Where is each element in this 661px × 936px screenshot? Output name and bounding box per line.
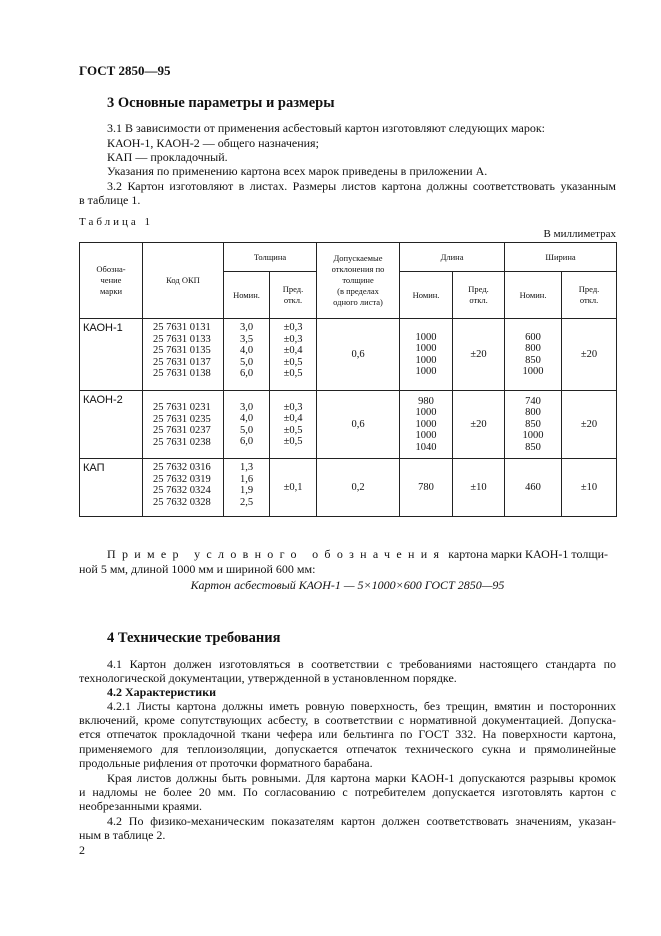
row-thickness-nom: 1,3 1,6 1,9 2,5 bbox=[224, 459, 270, 517]
example-line-2: ной 5 мм, длиной 1000 мм и шириной 600 мм: bbox=[79, 562, 316, 576]
header-length-nom: Номин. bbox=[400, 272, 453, 319]
section-4-1-line-1: 4.1 Картон должен изготовляться в соответствии с требованиями настоящего стандарта по bbox=[107, 657, 616, 671]
table-row bbox=[80, 391, 617, 459]
row-width-dev: ±20 bbox=[562, 391, 617, 459]
row-width-nom: 740 800 850 1000 850 bbox=[505, 391, 562, 459]
section-4-2-1-line-3: ется отпечаток прокладочной ткани чефера или бельтинга по ГОСТ 332. На поверхности картона, bbox=[79, 727, 616, 741]
section-3-paragraph-2: КАОН-1, КАОН-2 — общего назначения; bbox=[107, 136, 319, 150]
row-codes: 25 7632 0316 25 7632 0319 25 7632 0324 25 7632 0328 bbox=[143, 459, 224, 517]
row-tolerance: 0,2 bbox=[317, 459, 400, 517]
row-length-nom: 980 1000 1000 1000 1040 bbox=[400, 391, 453, 459]
page-number: 2 bbox=[79, 843, 85, 857]
row-tolerance: 0,6 bbox=[317, 391, 400, 459]
dimensions-table bbox=[79, 242, 617, 517]
section-4-2-1-line-5: продольные рифления от проточки форматного барабана. bbox=[79, 756, 373, 770]
table-caption: Таблица 1 bbox=[79, 216, 154, 228]
section-3-title: 3 Основные параметры и размеры bbox=[107, 95, 335, 111]
edges-line-1: Края листов должны быть ровными. Для картона марки КАОН-1 допускаются разрывы кромок bbox=[107, 771, 616, 785]
table-units: В миллиметрах bbox=[543, 228, 616, 240]
header-length: Длина bbox=[400, 243, 505, 272]
row-thickness-nom: 3,0 3,5 4,0 5,0 6,0 bbox=[224, 319, 270, 391]
edges-line-2: и надломы не более 20 мм. По согласованию с потребителем допускается изготовлять картон с bbox=[79, 785, 616, 799]
row-length-dev: ±20 bbox=[453, 391, 505, 459]
section-4-title: 4 Технические требования bbox=[107, 630, 281, 646]
row-width-nom: 600 800 850 1000 bbox=[505, 319, 562, 391]
row-length-dev: ±20 bbox=[453, 319, 505, 391]
section-3-paragraph-5: 3.2 Картон изготовляют в листах. Размеры листов картона должны соответствовать указанным bbox=[107, 179, 616, 193]
section-3-paragraph-3: КАП — прокладочный. bbox=[107, 150, 228, 164]
header-thickness-nom: Номин. bbox=[224, 272, 270, 319]
header-width-pred: Пред. откл. bbox=[562, 272, 617, 319]
section-4-2-1-line-4: применяемого для теплоизоляции, допускается отпечаток технического сукна и прямолинейные bbox=[79, 742, 616, 756]
header-thickness: Толщина bbox=[224, 243, 317, 272]
section-4-2-line-1: 4.2 По физико-механическим показателям картон должен соответствовать значениям, указан- bbox=[107, 814, 616, 828]
edges-line-3: необрезанными краями. bbox=[79, 799, 203, 813]
example-line-1 bbox=[107, 547, 616, 562]
row-width-dev: ±20 bbox=[562, 319, 617, 391]
row-thickness-dev: ±0,3 ±0,3 ±0,4 ±0,5 ±0,5 bbox=[270, 319, 317, 391]
row-mark: КАП bbox=[80, 459, 143, 517]
row-tolerance: 0,6 bbox=[317, 319, 400, 391]
row-length-dev: ±10 bbox=[453, 459, 505, 517]
example-text-1: картона марки КАОН-1 толщи- bbox=[448, 547, 608, 561]
section-4-2-line-2: ным в таблице 2. bbox=[79, 828, 166, 842]
header-mark: Обозна- чение марки bbox=[80, 243, 143, 319]
row-width-dev: ±10 bbox=[562, 459, 617, 517]
row-thickness-dev: ±0,1 bbox=[270, 459, 317, 517]
section-3-paragraph-1: 3.1 В зависимости от применения асбестовый картон изготовляют следующих марок: bbox=[107, 121, 546, 135]
header-length-pred: Пред. откл. bbox=[453, 272, 505, 319]
row-width-nom: 460 bbox=[505, 459, 562, 517]
header-tolerance: Допускаемые отклонения по толщине (в пределах одного листа) bbox=[317, 243, 400, 319]
row-length-nom: 780 bbox=[400, 459, 453, 517]
example-designation: Картон асбестовый КАОН-1 — 5×1000×600 ГОСТ 2850—95 bbox=[190, 578, 505, 592]
row-length-nom: 1000 1000 1000 1000 bbox=[400, 319, 453, 391]
table-row bbox=[80, 319, 617, 391]
section-4-2-1-line-1: 4.2.1 Листы картона должны иметь ровную поверхность, без трещин, вмятин и посторонних bbox=[107, 699, 616, 713]
row-codes: 25 7631 0131 25 7631 0133 25 7631 0135 25 7631 0137 25 7631 0138 bbox=[143, 319, 224, 391]
section-3-paragraph-5-cont: в таблице 1. bbox=[79, 193, 141, 207]
header-okp: Код ОКП bbox=[143, 243, 224, 319]
table-row bbox=[80, 459, 617, 517]
row-codes: 25 7631 0231 25 7631 0235 25 7631 0237 25 7631 0238 bbox=[143, 391, 224, 459]
section-4-2-heading: 4.2 Характеристики bbox=[107, 685, 217, 699]
row-mark: КАОН-2 bbox=[80, 391, 143, 459]
section-3-paragraph-4: Указания по применению картона всех марок приведены в приложении А. bbox=[107, 164, 488, 178]
row-mark: КАОН-1 bbox=[80, 319, 143, 391]
section-4-1-line-2: технологической документации, утвержденной в установленном порядке. bbox=[79, 671, 457, 685]
section-4-2-1-line-2: включений, кроме сопутствующих асбесту, в соответствии с нормативной документацией. Допуска- bbox=[79, 713, 616, 727]
example-lead: Пример условного обозначения bbox=[107, 547, 446, 561]
row-thickness-nom: 3,0 4,0 5,0 6,0 bbox=[224, 391, 270, 459]
header-width-nom: Номин. bbox=[505, 272, 562, 319]
header-thickness-pred: Пред. откл. bbox=[270, 272, 317, 319]
row-thickness-dev: ±0,3 ±0,4 ±0,5 ±0,5 bbox=[270, 391, 317, 459]
header-width: Ширина bbox=[505, 243, 617, 272]
standard-header: ГОСТ 2850—95 bbox=[79, 63, 171, 78]
